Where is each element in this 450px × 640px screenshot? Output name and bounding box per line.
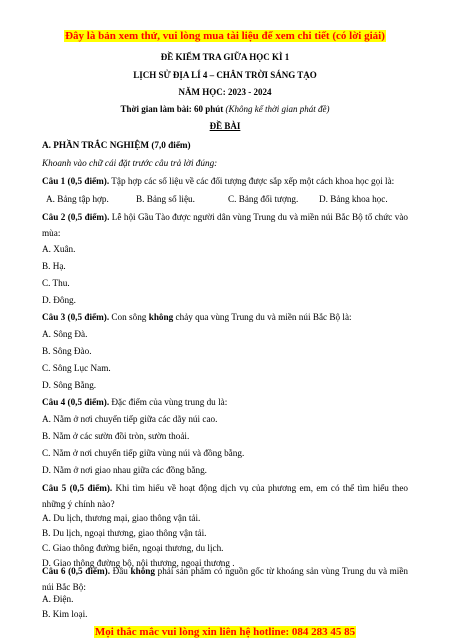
exam-title: ĐỀ KIỂM TRA GIỮA HỌC KÌ 1 [160, 52, 290, 62]
question-4-option-a[interactable]: A. Nằm ở nơi chuyển tiếp giữa các dãy núi cao. [42, 414, 218, 424]
question-1-label: Câu 1 (0,5 điểm). [42, 176, 110, 186]
question-3-label: Câu 3 (0,5 điểm). [42, 312, 110, 322]
question-1-option-a[interactable]: A. Bảng tập hợp. [46, 194, 109, 204]
question-4 [42, 397, 408, 407]
question-1-option-b[interactable]: B. Bảng số liệu. [136, 194, 195, 204]
question-4-option-b[interactable]: B. Nằm ở các sườn đồi tròn, sườn thoải. [42, 431, 190, 441]
question-4-text: Đặc điểm của vùng trung du là: [109, 397, 228, 407]
hotline-banner-text: Mọi thắc mắc vui lòng xin liên hệ hotline: 084 283 45 85 [94, 626, 356, 638]
question-5-text: Khi tìm hiểu về hoạt động dịch vụ của phương em, em có thể tìm hiểu theo những ý chính nào? [42, 483, 408, 509]
question-2-option-a[interactable]: A. Xuân. [42, 244, 76, 254]
question-3-option-c[interactable]: C. Sông Lục Nam. [42, 363, 111, 373]
question-6-text-after: phải sản phẩm có nguồn gốc từ khoáng sản vùng Trung du và miền núi Bắc Bộ: [42, 566, 409, 592]
time-line [0, 104, 450, 114]
question-2-text: Lễ hội Gầu Tào được người dân vùng Trung du và miền núi Bắc Bộ tổ chức vào mùa: [42, 212, 408, 238]
question-1-text: Tập hợp các số liệu về các đối tượng được sắp xếp một cách khoa học gọi là: [109, 176, 395, 186]
question-6-text-before: Đâu [110, 566, 131, 576]
question-1 [42, 176, 408, 186]
question-2-option-c[interactable]: C. Thu. [42, 278, 70, 288]
question-5 [42, 480, 408, 512]
preview-banner [0, 26, 450, 44]
question-6-option-a[interactable]: A. Điện. [42, 594, 74, 604]
question-5-option-d[interactable]: D. Giao thông đường bộ, nội thương, ngoại thương . [42, 558, 235, 568]
question-2-label: Câu 2 (0,5 điểm). [42, 212, 110, 222]
question-3-text-before: Con sông [109, 312, 149, 322]
question-5-option-c[interactable]: C. Giao thông đường biển, ngoại thương, du lịch. [42, 543, 224, 553]
question-6 [42, 563, 408, 595]
question-4-option-c[interactable]: C. Nằm ở nơi chuyển tiếp giữa vùng núi và đồng bằng. [42, 448, 245, 458]
question-4-label: Câu 4 (0,5 điểm). [42, 397, 110, 407]
question-1-option-c[interactable]: C. Bảng đối tượng. [228, 194, 299, 204]
question-2 [42, 209, 408, 241]
question-5-option-a[interactable]: A. Du lịch, thương mại, giao thông vận tải. [42, 513, 201, 523]
question-3 [42, 312, 408, 322]
school-year: NĂM HỌC: 2023 - 2024 [178, 87, 272, 97]
question-6-text-bold: không [130, 566, 156, 576]
section-a-instruction: Khoanh vào chữ cái đặt trước câu trả lời đúng: [42, 158, 218, 168]
question-3-option-d[interactable]: D. Sông Bằng. [42, 380, 97, 390]
question-3-option-b[interactable]: B. Sông Đào. [42, 346, 92, 356]
question-5-label: Câu 5 (0,5 điểm). [42, 483, 113, 493]
question-3-option-a[interactable]: A. Sông Đà. [42, 329, 88, 339]
time-note: (Không kể thời gian phát đề) [225, 104, 330, 114]
time-label: Thời gian làm bài: 60 phút [120, 104, 224, 114]
section-a-title: A. PHẦN TRẮC NGHIỆM (7,0 điểm) [42, 140, 191, 150]
question-5-option-b[interactable]: B. Du lịch, ngoại thương, giao thông vận tải. [42, 528, 207, 538]
question-2-option-d[interactable]: D. Đông. [42, 295, 76, 305]
de-bai-heading: ĐỀ BÀI [209, 121, 241, 131]
preview-banner-text: Đây là bản xem thử, vui lòng mua tài liệu để xem chi tiết (có lời giải) [65, 30, 385, 42]
question-6-label: Câu 6 (0,5 điểm). [42, 566, 110, 576]
exam-subject: LỊCH SỬ ĐỊA LÍ 4 – CHÂN TRỜI SÁNG TẠO [133, 70, 317, 80]
hotline-banner [0, 622, 450, 640]
question-6-option-b[interactable]: B. Kim loại. [42, 609, 88, 619]
question-3-text-after: chảy qua vùng Trung du và miền núi Bắc Bộ là: [173, 312, 352, 322]
question-2-option-b[interactable]: B. Hạ. [42, 261, 66, 271]
question-1-option-d[interactable]: D. Bảng khoa học. [319, 194, 388, 204]
question-3-text-bold: không [148, 312, 174, 322]
question-4-option-d[interactable]: D. Nằm ở nơi giao nhau giữa các đồng bằng. [42, 465, 207, 475]
